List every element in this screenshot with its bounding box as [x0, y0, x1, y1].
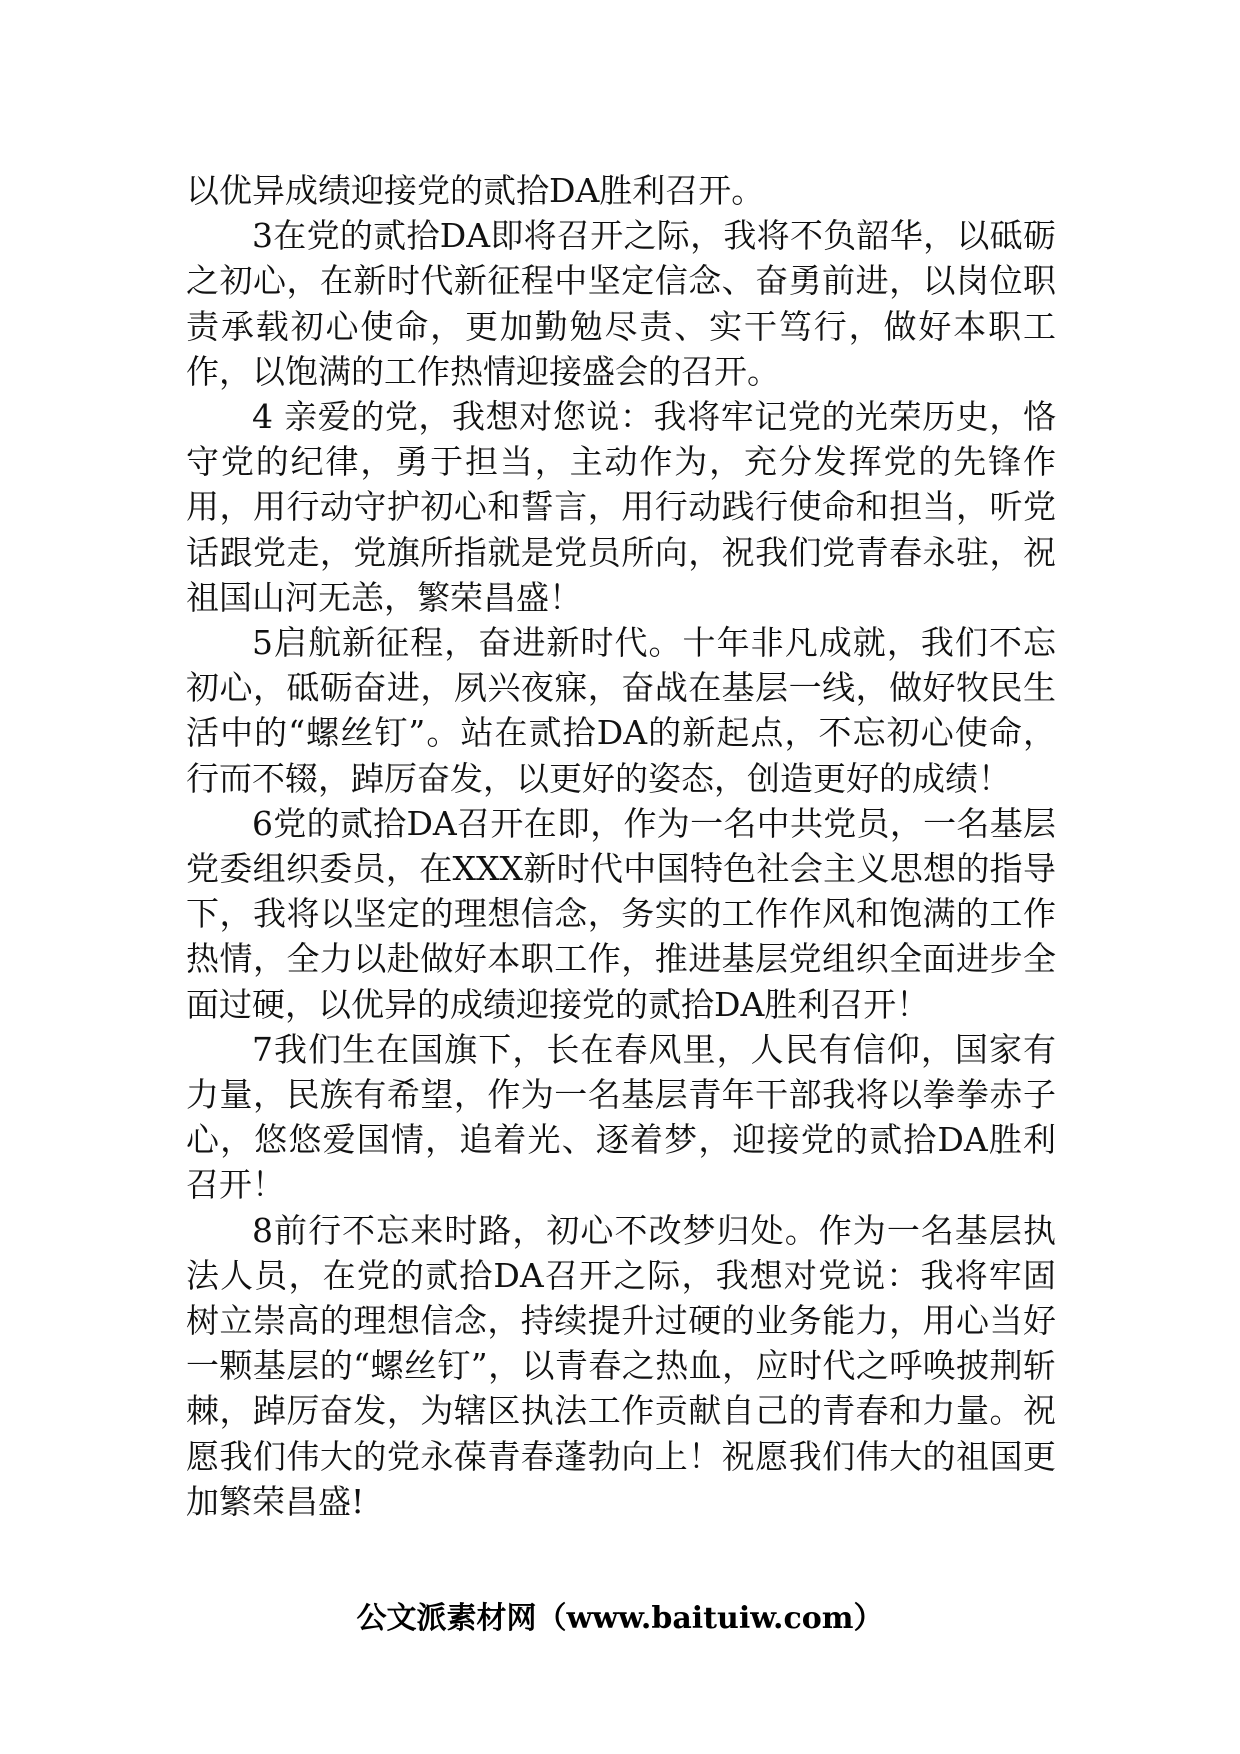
document-body	[186, 168, 1056, 1524]
paragraph-item-4: 4 亲爱的党，我想对您说：我将牢记党的光荣历史，恪守党的纪律，勇于担当，主动作为，充分发挥党的先锋作用，用行动守护初心和誓言，用行动践行使命和担当，听党话跟党走，党旗所指就是党员所向，祝我们党青春永驻，祝祖国山河无恙，繁荣昌盛！	[186, 397, 1056, 617]
paragraph-item-6: 6党的贰拾DA召开在即，作为一名中共党员，一名基层党委组织委员，在XXX新时代中国特色社会主义思想的指导下，我将以坚定的理想信念，务实的工作作风和饱满的工作热情，全力以赴做好本职工作，推进基层党组织全面进步全面过硬，以优异的成绩迎接党的贰拾DA胜利召开！	[186, 803, 1056, 1024]
page-footer-watermark: 公文派素材网（www.baituiw.com）	[356, 1601, 884, 1636]
paragraph-continuation: 以优异成绩迎接党的贰拾DA胜利召开。	[186, 171, 765, 210]
paragraph-item-3: 3在党的贰拾DA即将召开之际，我将不负韶华，以砥砺之初心，在新时代新征程中坚定信念、奋勇前进，以岗位职责承载初心使命，更加勤勉尽责、实干笃行，做好本职工作，以饱满的工作热情迎接盛会的召开。	[186, 216, 1056, 391]
paragraph-item-7: 7我们生在国旗下，长在春风里，人民有信仰，国家有力量，民族有希望，作为一名基层青年干部我将以拳拳赤子心，悠悠爱国情，追着光、逐着梦，迎接党的贰拾DA胜利召开！	[186, 1029, 1056, 1205]
paragraph-item-5: 5启航新征程，奋进新时代。十年非凡成就，我们不忘初心，砥砺奋进，夙兴夜寐，奋战在基层一线，做好牧民生活中的“螺丝钉”。站在贰拾DA的新起点，不忘初心使命，行而不辍，踔厉奋发，以更好的姿态，创造更好的成绩！	[186, 623, 1056, 798]
paragraph-item-8: 8前行不忘来时路，初心不改梦归处。作为一名基层执法人员，在党的贰拾DA召开之际，我想对党说：我将牢固树立崇高的理想信念，持续提升过硬的业务能力，用心当好一颗基层的“螺丝钉”，以青春之热血，应时代之呼唤披荆斩棘，踔厉奋发，为辖区执法工作贡献自己的青春和力量。祝愿我们伟大的党永葆青春蓬勃向上！祝愿我们伟大的祖国更加繁荣昌盛!	[186, 1210, 1056, 1521]
